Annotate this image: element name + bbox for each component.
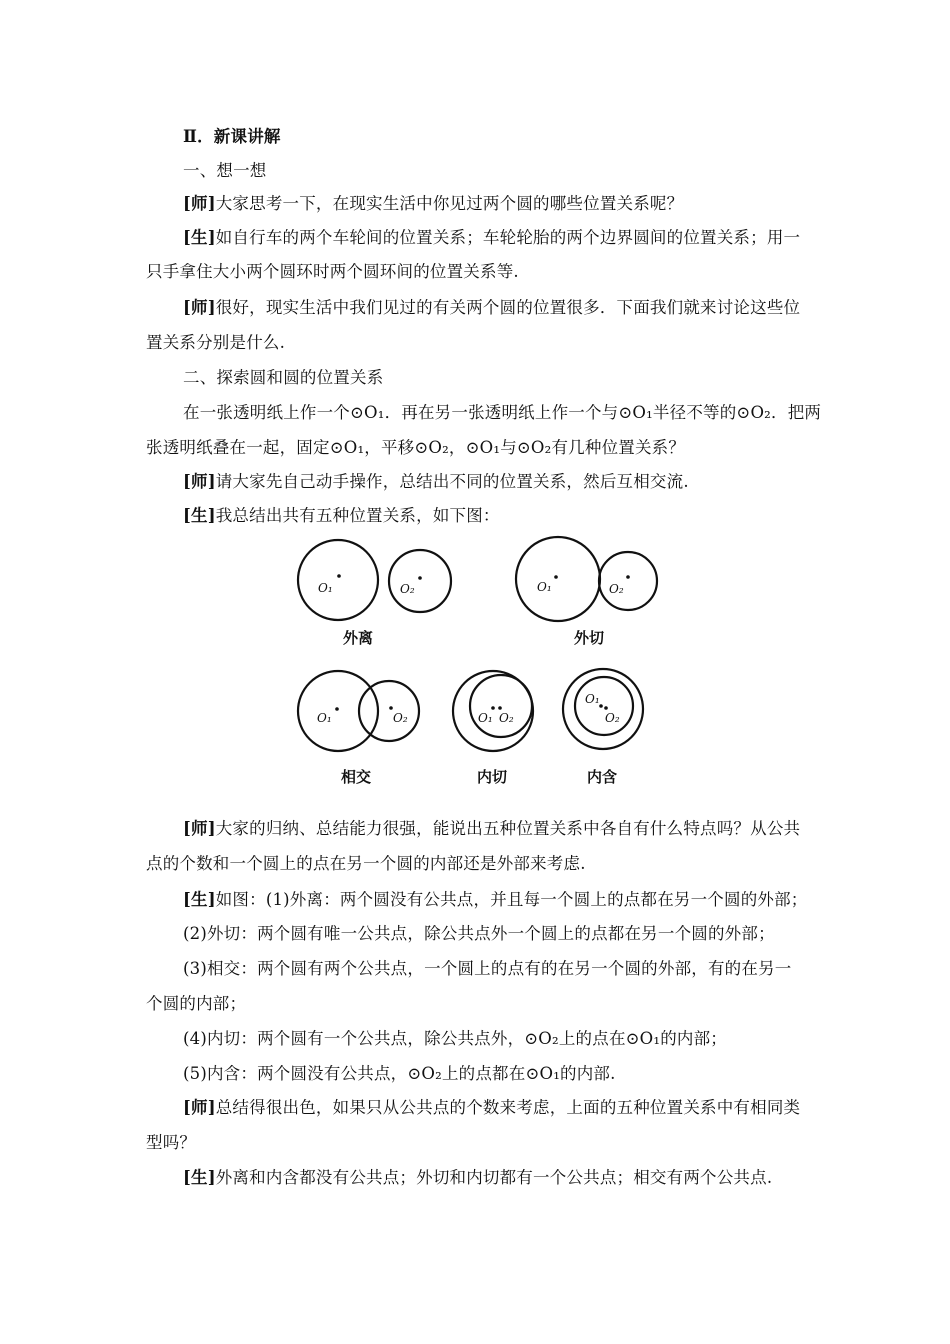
label-o2: O₂ [393, 711, 408, 725]
paragraph-text: 大家思考一下，在现实生活中你见过两个圆的哪些位置关系呢？ [215, 194, 684, 213]
part1-heading: 一、想一想 [183, 161, 267, 180]
student-paragraph-4 [183, 1167, 772, 1189]
separate-circle-o2 [389, 550, 451, 612]
teacher-tag: [师] [183, 472, 216, 491]
section-heading: Ⅱ．新课讲解 [183, 127, 281, 146]
teacher-paragraph-2 [183, 297, 800, 319]
paragraph-text: 如自行车的两个车轮间的位置关系；车轮轮胎的两个边界圆间的位置关系；用一 [215, 228, 801, 247]
caption-separate: 外离 [342, 629, 374, 647]
teacher-tag: [师] [183, 1098, 216, 1117]
paragraph-text: 外离和内含都没有公共点；外切和内切都有一个公共点；相交有两个公共点. [215, 1168, 773, 1187]
label-o1: O₁ [585, 692, 600, 706]
student-paragraph-2 [183, 505, 500, 527]
center-dot [604, 706, 608, 710]
paragraph-text: 我总结出共有五种位置关系，如下图： [215, 506, 500, 525]
contained-circle-o2 [575, 677, 633, 735]
center-dot [337, 574, 341, 578]
activity-paragraph-line-1: 在一张透明纸上作一个⊙O₁．再在另一张透明纸上作一个与⊙O₁半径不等的⊙O₂．把两 [183, 403, 822, 422]
paragraph-text: 很好，现实生活中我们见过的有关两个圆的位置很多．下面我们就来讨论这些位 [215, 298, 801, 317]
student-tag: [生] [183, 890, 216, 909]
item-external-tangent: (2)外切：两个圆有唯一公共点，除公共点外一个圆上的点都在另一个圆的外部； [183, 924, 775, 943]
teacher-paragraph-4-line-2: 点的个数和一个圆上的点在另一个圆的内部还是外部来考虑. [146, 854, 586, 873]
center-dot [498, 706, 502, 710]
circle-relations-figure [285, 532, 685, 794]
label-o2: O₂ [609, 582, 624, 596]
teacher-paragraph-5 [183, 1097, 800, 1119]
paragraph-text: 请大家先自己动手操作，总结出不同的位置关系，然后互相交流. [215, 472, 689, 491]
teacher-tag: [师] [183, 194, 216, 213]
center-dot [554, 575, 558, 579]
label-o1: O₁ [318, 581, 333, 595]
item-internal-tangent: (4)内切：两个圆有一个公共点，除公共点外，⊙O₂上的点在⊙O₁的内部； [183, 1029, 728, 1048]
center-dot [626, 575, 630, 579]
student-paragraph-1-line-2: 只手拿住大小两个圆环时两个圆环间的位置关系等. [146, 262, 519, 281]
teacher-tag: [师] [183, 298, 216, 317]
student-tag: [生] [183, 506, 216, 525]
teacher-paragraph-1 [183, 193, 683, 215]
label-o2: O₂ [499, 711, 514, 725]
intersect-circle-o1 [298, 671, 378, 751]
label-o1: O₁ [478, 711, 493, 725]
paragraph-text: 大家的归纳、总结能力很强，能说出五种位置关系中各自有什么特点吗？从公共 [215, 819, 801, 838]
separate-circle-o1 [298, 540, 378, 620]
student-paragraph-3 [183, 889, 808, 911]
paragraph-text: 总结得很出色，如果只从公共点的个数来考虑，上面的五种位置关系中有相同类 [215, 1098, 801, 1117]
caption-intersect: 相交 [340, 768, 372, 786]
tangent-ext-circle-o1 [516, 537, 600, 621]
tangent-int-circle-o2 [470, 675, 532, 737]
center-dot [491, 706, 495, 710]
teacher-tag: [师] [183, 819, 216, 838]
item-intersect-line-2: 个圆的内部； [146, 994, 247, 1013]
center-dot [418, 576, 422, 580]
teacher-paragraph-3 [183, 471, 689, 493]
label-o2: O₂ [605, 711, 620, 725]
center-dot [335, 707, 339, 711]
label-o1: O₁ [537, 580, 552, 594]
student-paragraph-1 [183, 227, 800, 249]
paragraph-text: 如图：(1)外离：两个圆没有公共点，并且每一个圆上的点都在另一个圆的外部； [215, 890, 808, 909]
item-intersect-line-1: (3)相交：两个圆有两个公共点，一个圆上的点有的在另一个圆的外部，有的在另一 [183, 959, 792, 978]
intersect-circle-o2 [359, 681, 419, 741]
part2-heading: 二、探索圆和圆的位置关系 [183, 368, 384, 387]
teacher-paragraph-4 [183, 818, 800, 840]
caption-internal-tangent: 内切 [476, 768, 508, 786]
teacher-paragraph-5-line-2: 型吗？ [146, 1133, 197, 1152]
caption-contained: 内含 [586, 768, 618, 786]
label-o1: O₁ [317, 711, 332, 725]
activity-paragraph-line-2: 张透明纸叠在一起，固定⊙O₁，平移⊙O₂，⊙O₁与⊙O₂有几种位置关系？ [146, 438, 686, 457]
teacher-paragraph-2-line-2: 置关系分别是什么. [146, 333, 286, 352]
center-dot [389, 706, 393, 710]
caption-external-tangent: 外切 [573, 629, 605, 647]
center-dot [599, 704, 603, 708]
student-tag: [生] [183, 228, 216, 247]
tangent-ext-circle-o2 [599, 552, 657, 610]
student-tag: [生] [183, 1168, 216, 1187]
item-contained: (5)内含：两个圆没有公共点，⊙O₂上的点都在⊙O₁的内部. [183, 1064, 616, 1083]
label-o2: O₂ [400, 582, 415, 596]
circle-relations-diagram [285, 532, 685, 794]
